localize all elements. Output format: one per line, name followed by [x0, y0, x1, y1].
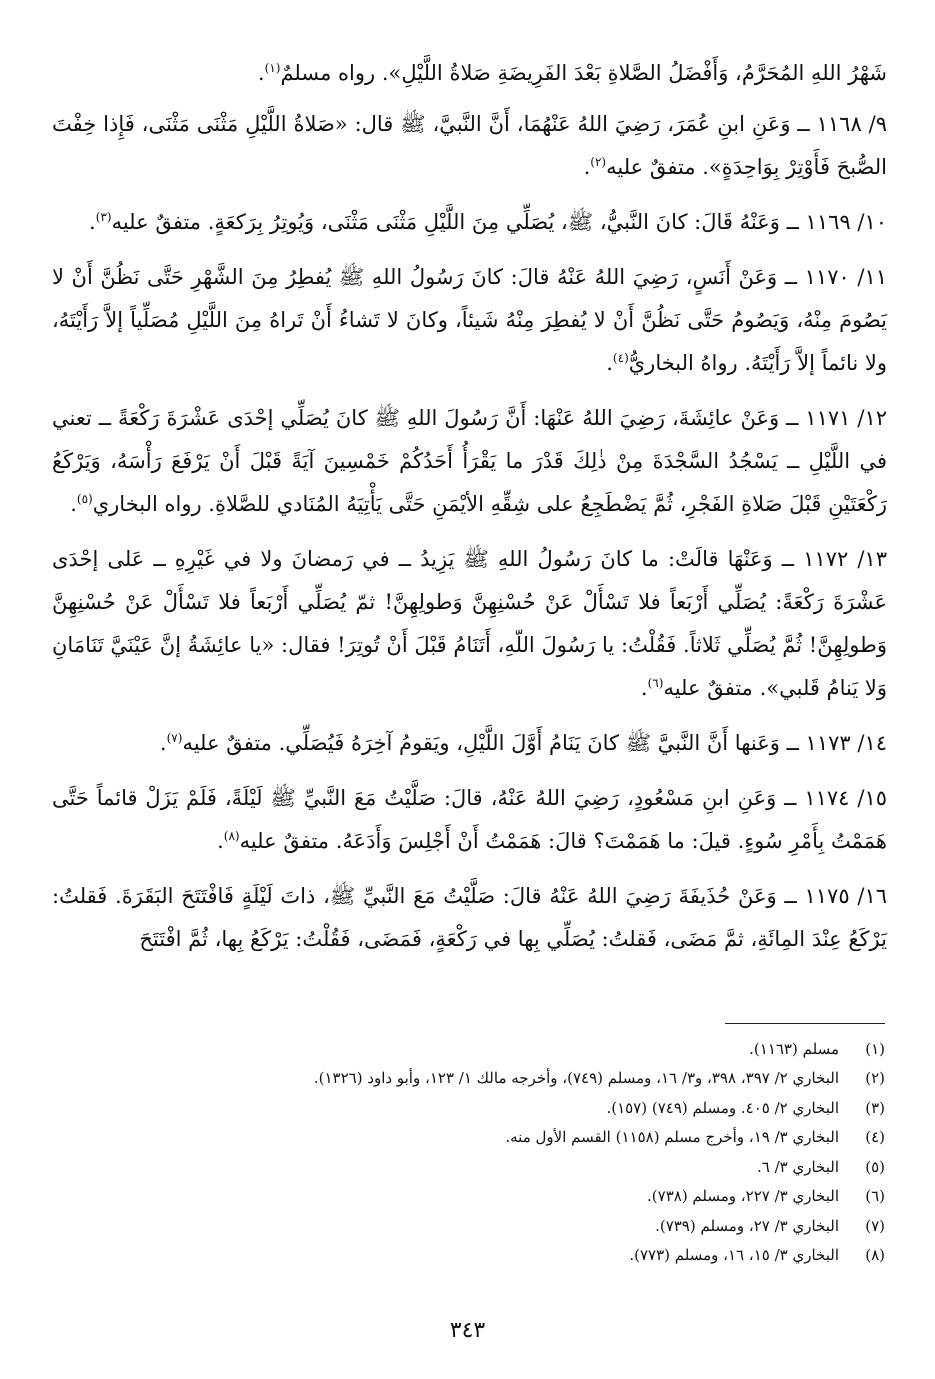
hadith-text: ٩/ ١١٦٨ ــ وَعَنِ ابنِ عُمَرَ، رَضِيَ اللهُ عَنْهُمَا، أَنَّ النَّبيَّ، ﷺ قال: «صَلاةُ اللَّيْلِ مَثْنَى مَثْنَى، فَإِذا خِفْتَ الصُّبحَ فَأَوْتِرْ بِوَاحِدَةٍ». متفقٌ عليه — [52, 112, 887, 179]
hadith-paragraph — [52, 722, 887, 765]
page-number: ٣٤٣ — [449, 1318, 486, 1343]
hadith-text: ١٢/ ١١٧١ ــ وَعَنْ عائِشَةَ، رَضِيَ اللهُ عَنْهَا: أَنَّ رَسُولَ اللهِ ﷺ كانَ يُصَلِّي إحْدَى عَشْرَةَ رَكْعَةً ــ تعني في اللَّيْلِ ــ يَسْجُدُ السَّجْدَةَ مِنْ ذٰلِكَ قَدْرَ ما يَقْرَأُ أَحَدُكُمْ خَمْسِينَ آيَةً قَبْلَ أَنْ يَرْفَعَ رَأْسَهُ، وَيَرْكَعُ رَكْعَتَيْنِ قَبْلَ صَلاةِ الفَجْرِ، ثُمَّ يَضْطَجِعُ على شِقِّهِ الأيْمَنِ حَتَّى يَأْتِيَهُ المُنَادي للصَّلاةِ. رواه البخاري — [52, 406, 887, 516]
footnote-text: مسلم (١١٦٣). — [749, 1039, 839, 1058]
hadith-text: ١١/ ١١٧٠ ــ وَعَنْ أَنَسٍ، رَضِيَ اللهُ عَنْهُ قالَ: كانَ رَسُولُ اللهِ ﷺ يُفطِرُ مِنَ الشَّهْرِ حَتَّى نَظُنَّ أَنْ لا يَصُومَ مِنْهُ، وَيَصُومُ حَتَّى نَظُنَّ أَنْ لا يُفطِرَ مِنْهُ شَيئاً، وكانَ لا تَشاءُ أَنْ تَراهُ مِنَ اللَّيْلِ مُصَلِّياً إلاَّ رَأَيْتَهُ، ولا نائماً إلاَّ رَأَيْتَهُ. رواهُ البخاريُّ — [52, 265, 887, 375]
footnote-number: (٤) — [865, 1128, 885, 1147]
hadith-text: شَهْرُ اللهِ المُحَرَّمُ، وَأَفْضَلُ الصَّلاةِ بَعْدَ الفَرِيضَةِ صَلاةُ اللَّيْلِ». رواه مسلمٌ — [280, 61, 887, 85]
footnote-text: البخاري ٣/ ٦. — [756, 1157, 839, 1176]
footnote-ref: (٤) — [612, 351, 629, 365]
hadith-paragraph — [52, 777, 887, 863]
footnote-ref: (٢) — [590, 155, 607, 169]
paragraph-end-mark: . — [257, 61, 265, 85]
hadith-body — [52, 52, 887, 961]
paragraph-end-mark: . — [89, 210, 96, 234]
paragraph-end-mark: . — [606, 351, 613, 375]
footnote-item — [52, 1182, 885, 1212]
footnote-ref: (١) — [264, 61, 281, 75]
footnote-ref: (٥) — [76, 492, 93, 506]
footnote-text: البخاري ٣/ ١٩، وأخرج مسلم (١١٥٨) القسم الأول منه. — [505, 1128, 839, 1147]
paragraph-end-mark: . — [217, 829, 224, 853]
footnote-text: البخاري ٣/ ١٥، ١٦، ومسلم (٧٧٣). — [629, 1246, 839, 1265]
footnote-item — [52, 1093, 885, 1123]
footnote-ref: (٣) — [95, 210, 112, 224]
paragraph-end-mark: . — [583, 155, 591, 179]
footnote-number: (٥) — [865, 1157, 885, 1176]
footnote-item — [52, 1123, 885, 1153]
footnote-number: (٦) — [865, 1187, 885, 1206]
hadith-text: ١٥/ ١١٧٤ ــ وَعَنِ ابنِ مَسْعُودٍ، رَضِيَ اللهُ عَنْهُ، قالَ: صَلَّيْتُ مَعَ النَّبيِّ ﷺ لَيْلَةً، فَلَمْ يَزَلْ قائماً حَتَّى هَمَمْتُ بِأَمْرِ سُوءٍ. قيلَ: ما هَمَمْتَ؟ قالَ: هَمَمْتُ أَنْ أَجْلِسَ وَأَدَعَهُ. متفقٌ عليه — [52, 786, 887, 853]
footnote-number: (١) — [865, 1039, 885, 1058]
footnote-ref: (٧) — [166, 731, 183, 745]
hadith-paragraph — [52, 52, 887, 95]
footnote-number: (٢) — [865, 1069, 885, 1088]
footnote-text: البخاري ٢/ ٤٠٥. ومسلم (٧٤٩) (١٥٧). — [606, 1098, 839, 1117]
footnote-number: (٨) — [865, 1246, 885, 1265]
hadith-text: ١٤/ ١١٧٣ ــ وَعَنها أَنَّ النَّبيَّ ﷺ كانَ يَنَامُ أَوَّلَ اللَّيْلِ، ويَقومُ آخِرَهُ فَيُصَلِّي. متفقٌ عليه — [182, 731, 887, 755]
hadith-paragraph — [52, 256, 887, 385]
hadith-text: ١٣/ ١١٧٢ ــ وَعَنْهَا قالَتْ: ما كانَ رَسُولُ اللهِ ﷺ يَزِيدُ ــ في رَمضانَ ولا في غَيْرِهِ ــ عَلى إحْدَى عَشْرَةَ رَكْعَةً: يُصَلِّي أَرْبَعاً فلا تَسْأَلْ عَنْ حُسْنِهِنَّ وَطولِهِنَّ! ثمّ يُصَلِّي أَرْبَعاً فلا تَسْأَلْ عَنْ حُسْنِهِنَّ وَطولِهِنَّ! ثُمَّ يُصَلِّي ثَلاثاً. فَقُلْتُ: يا رَسُولَ اللّهِ، أَتَنَامُ قَبْلَ أَنْ تُوتِرَ! فقال: «يا عائِشَةُ إنَّ عَيْنَيَّ تَنَامَانِ وَلا يَنامُ قَلبي». متفقٌ عليه — [52, 547, 887, 700]
paragraph-end-mark: . — [70, 492, 77, 516]
hadith-paragraph — [52, 875, 887, 961]
footnote-ref: (٨) — [223, 829, 240, 843]
footnote-item — [52, 1241, 885, 1271]
footnote-item — [52, 1211, 885, 1241]
footnote-number: (٧) — [865, 1216, 885, 1235]
footnote-item — [52, 1034, 885, 1064]
footnote-text: البخاري ٣/ ٢٢٧، ومسلم (٧٣٨). — [647, 1187, 839, 1206]
paragraph-end-mark: . — [640, 676, 648, 700]
hadith-text: ١٠/ ١١٦٩ ــ وَعَنْهُ قَالَ: كانَ النَّبيُّ، ﷺ، يُصَلِّي مِنَ اللَّيْلِ مَثْنَى مَثْنَى، وَيُوتِرُ بِرَكعَةٍ. متفقٌ عليه — [111, 210, 887, 234]
footnote-divider — [725, 1023, 885, 1024]
hadith-paragraph — [52, 538, 887, 710]
footnote-item — [52, 1152, 885, 1182]
hadith-paragraph — [52, 201, 887, 244]
footnote-text: البخاري ٢/ ٣٩٧، ٣٩٨، و٣/ ١٦، ومسلم (٧٤٩)، وأخرجه مالك ١/ ١٢٣، وأبو داود (١٣٢٦). — [313, 1069, 839, 1088]
paragraph-end-mark: . — [159, 731, 167, 755]
hadith-text: ١٦/ ١١٧٥ ــ وَعَنْ حُذَيفَةَ رَضِيَ اللهُ عَنْهُ قالَ: صَلَّيْتُ مَعَ النَّبيِّ ﷺ، ذاتَ لَيْلَةٍ فَافْتَتَحَ البَقَرَةَ. فَقلتُ: يَرْكَعُ عِنْدَ المِائَةِ، ثمَّ مَضَى، فَقلتُ: يُصَلِّي بِها في رَكْعَةٍ، فَمَضَى، فَقُلْتُ: يَرْكَعُ بِها، ثُمَّ افْتَتَحَ — [52, 884, 887, 951]
footnotes — [52, 1034, 885, 1270]
hadith-paragraph — [52, 103, 887, 189]
hadith-paragraph — [52, 397, 887, 526]
footnote-text: البخاري ٣/ ٢٧، ومسلم (٧٣٩). — [655, 1216, 839, 1235]
footnote-number: (٣) — [865, 1098, 885, 1117]
footnote-item — [52, 1064, 885, 1094]
footnote-ref: (٦) — [647, 676, 664, 690]
